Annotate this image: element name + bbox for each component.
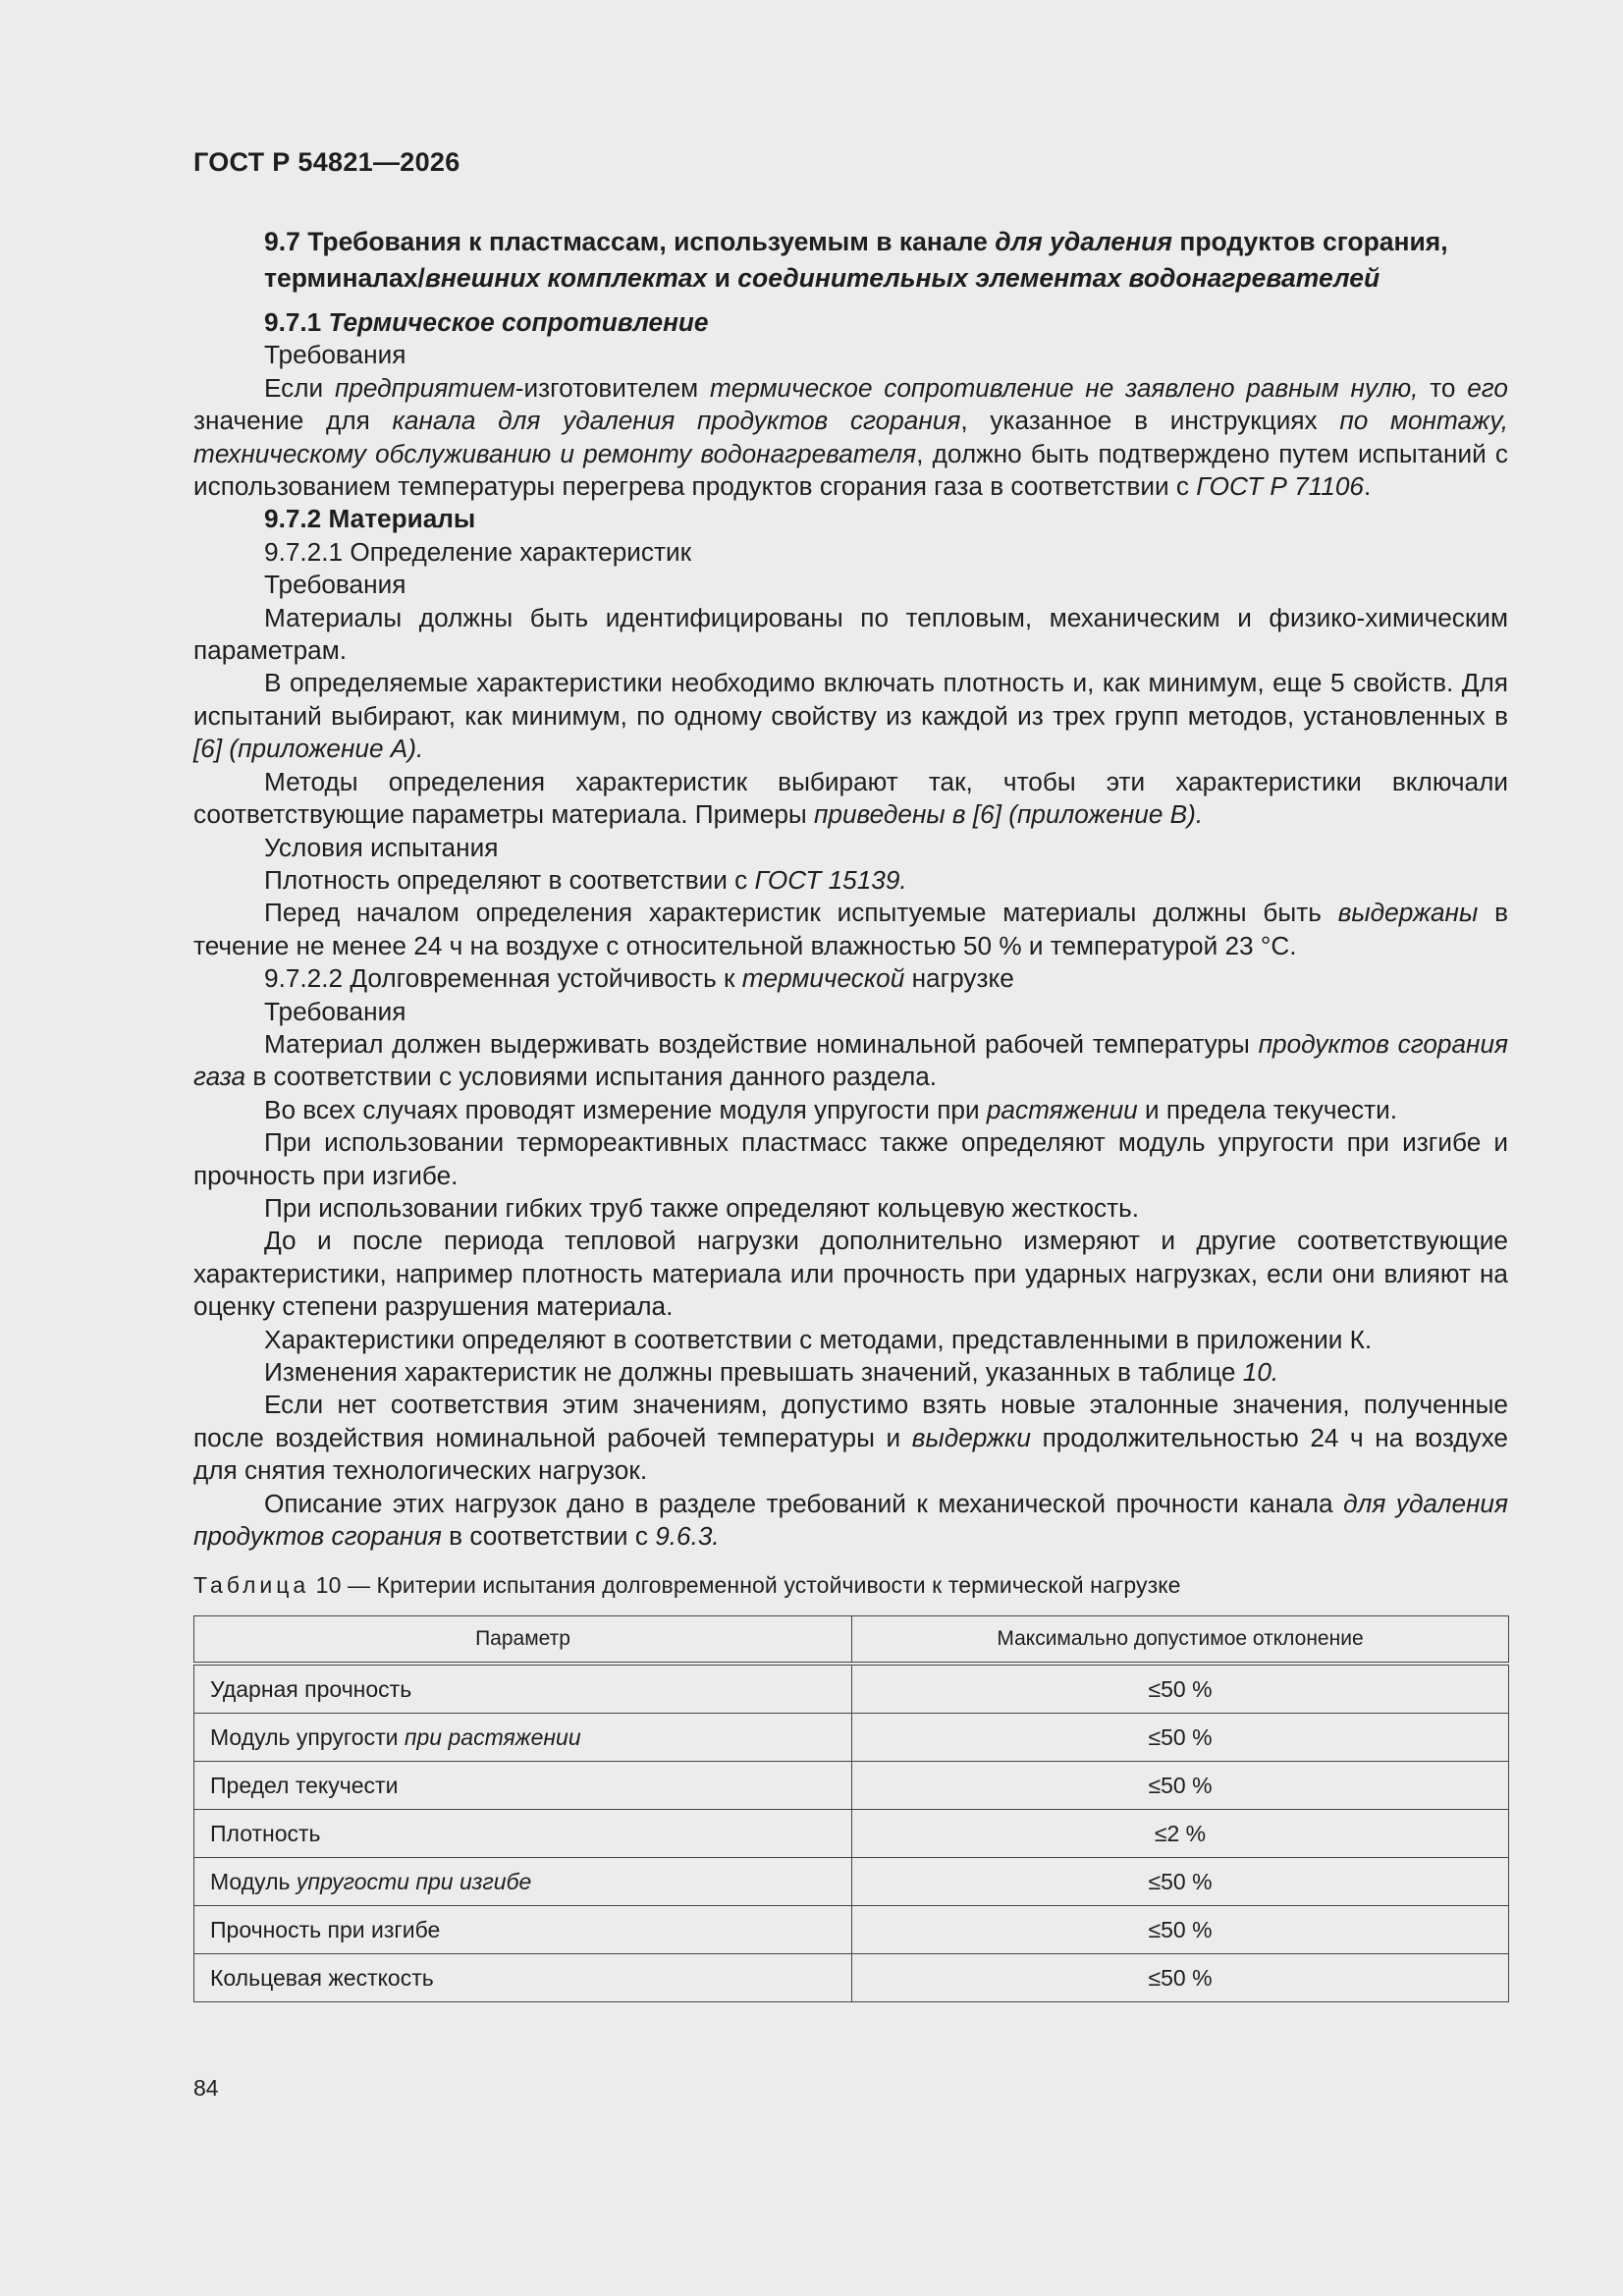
paragraph: Изменения характеристик не должны превышать значений, указанных в таблице 10. xyxy=(264,1357,1279,1387)
column-header-max-deviation: Максимально допустимое отклонение xyxy=(852,1616,1509,1665)
paragraph: При использовании гибких труб также определяют кольцевую жесткость. xyxy=(264,1192,1140,1223)
section-9-7-2-heading: 9.7.2 Материалы xyxy=(264,504,476,534)
paragraph: До и после периода тепловой нагрузки дополнительно измеряют и другие соответствующие характеристики, например плотность материала или прочность при ударных нагрузках, если они влияют на оценку степени разрушения материала. xyxy=(193,1226,1508,1322)
paragraph: Материалы должны быть идентифицированы по тепловым, механическим и физико-химическим параметрам. xyxy=(193,602,1508,666)
table-caption: Таблица 10 — Критерии испытания долговременной устойчивости к термической нагрузке xyxy=(193,1572,1181,1598)
parameter-cell: Предел текучести xyxy=(194,1762,852,1810)
criteria-table xyxy=(193,1615,1509,2002)
paragraph: Материал должен выдерживать воздействие номинальной рабочей температуры продуктов сгорания газа в соответствии с условиями испытания данного раздела. xyxy=(193,1028,1509,1092)
parameter-cell: Модуль упругости при растяжении xyxy=(194,1714,852,1762)
parameter-cell: Модуль упругости при изгибе xyxy=(194,1858,852,1906)
table-row xyxy=(194,1906,1509,1954)
table-row xyxy=(194,1664,1509,1714)
section-9-7-heading: 9.7 Требования к пластмассам, используемым в канале для удаления продуктов сгорания, терминалах/внешних комплектах и соединительных элементах водонагревателей xyxy=(264,227,1448,293)
paragraph: Во всех случаях проводят измерение модуля упругости при растяжении и предела текучести. xyxy=(264,1094,1398,1124)
paragraph: При использовании термореактивных пластмасс также определяют модуль упругости при изгибе и прочность при изгибе. xyxy=(193,1127,1508,1190)
document-header: ГОСТ Р 54821—2026 xyxy=(193,147,460,177)
max-deviation-cell: ≤50 % xyxy=(852,1858,1509,1906)
paragraph: Перед началом определения характеристик испытуемые материалы должны быть выдержаны в течение не менее 24 ч на воздухе с относительной влажностью 50 % и температурой 23 °С. xyxy=(193,898,1508,960)
section-9-7-2-1-heading: 9.7.2.1 Определение характеристик xyxy=(264,536,692,567)
max-deviation-cell: ≤50 % xyxy=(852,1954,1509,2002)
table-row xyxy=(194,1714,1509,1762)
max-deviation-cell: ≤50 % xyxy=(852,1906,1509,1954)
table-header-row xyxy=(194,1616,1509,1665)
paragraph: Методы определения характеристик выбирают так, чтобы эти характеристики включали соответствующие параметры материала. Примеры приведены в [6] (приложение В). xyxy=(193,766,1508,830)
requirements-label: Требования xyxy=(264,996,406,1026)
paragraph: Плотность определяют в соответствии с ГОСТ 15139. xyxy=(264,864,907,895)
test-conditions-label: Условия испытания xyxy=(264,832,499,862)
max-deviation-cell: ≤50 % xyxy=(852,1714,1509,1762)
table-row xyxy=(194,1810,1509,1858)
max-deviation-cell: ≤50 % xyxy=(852,1762,1509,1810)
paragraph: Характеристики определяют в соответствии с методами, представленными в приложении К. xyxy=(264,1324,1373,1354)
max-deviation-cell: ≤2 % xyxy=(852,1810,1509,1858)
table-row xyxy=(194,1954,1509,2002)
section-9-7-2-2-heading: 9.7.2.2 Долговременная устойчивость к термической нагрузке xyxy=(264,963,1014,994)
section-9-7-1-heading: 9.7.1 Термическое сопротивление xyxy=(264,307,709,337)
document-body xyxy=(193,224,1508,1553)
paragraph: В определяемые характеристики необходимо включать плотность и, как минимум, еще 5 свойств. Для испытаний выбирают, как минимум, по одному свойству из каждой из трех групп методов, установленных в [6] (приложение А). xyxy=(193,668,1508,764)
parameter-cell: Ударная прочность xyxy=(194,1664,852,1714)
requirements-label: Требования xyxy=(264,340,406,370)
paragraph: Описание этих нагрузок дано в разделе требований к механической прочности канала для удаления продуктов сгорания в соответствии с 9.6.3. xyxy=(193,1488,1508,1552)
column-header-parameter: Параметр xyxy=(194,1616,852,1665)
parameter-cell: Прочность при изгибе xyxy=(194,1906,852,1954)
page-number: 84 xyxy=(193,2075,219,2101)
paragraph: Если нет соответствия этим значениям, допустимо взять новые эталонные значения, полученные после воздействия номинальной рабочей температуры и выдержки продолжительностью 24 ч на воздухе для снятия технологических нагрузок. xyxy=(193,1390,1508,1486)
parameter-cell: Плотность xyxy=(194,1810,852,1858)
max-deviation-cell: ≤50 % xyxy=(852,1664,1509,1714)
paragraph: Если предприятием-изготовителем термическое сопротивление не заявлено равным нулю, то его значение для канала для удаления продуктов сгорания, указанное в инструкциях по монтажу, техническому обслуживанию и ремонту водонагревателя, должно быть подтверждено путем испытаний с использованием температуры перегрева продуктов сгорания газа в соответствии с ГОСТ Р 71106. xyxy=(193,372,1508,502)
table-row xyxy=(194,1762,1509,1810)
requirements-label: Требования xyxy=(264,570,406,600)
table-row xyxy=(194,1858,1509,1906)
parameter-cell: Кольцевая жесткость xyxy=(194,1954,852,2002)
